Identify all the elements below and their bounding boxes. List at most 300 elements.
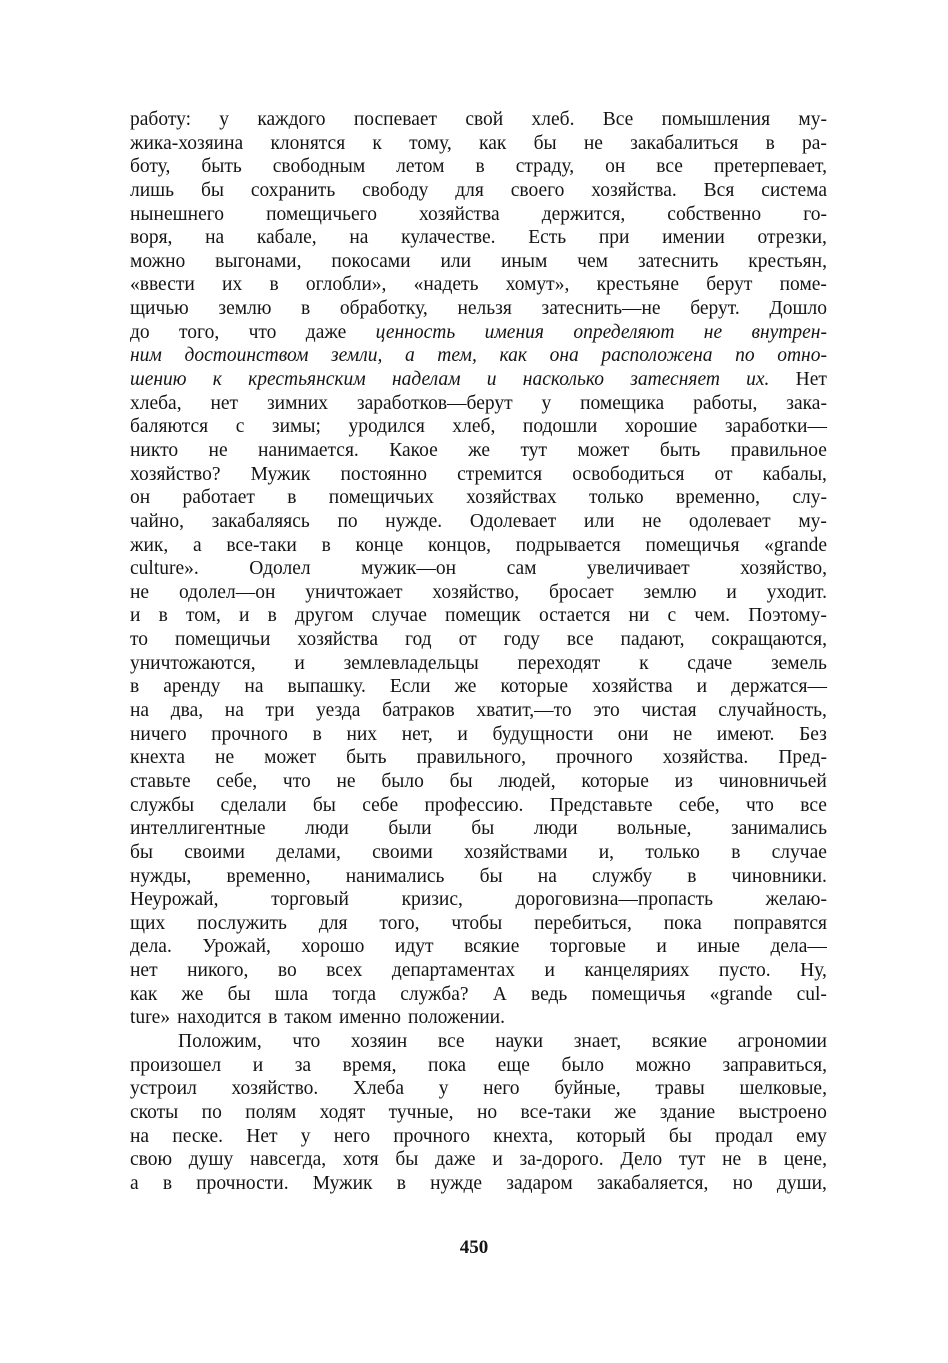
word: в xyxy=(269,274,279,296)
word: концов, xyxy=(428,534,491,556)
word: выгонами, xyxy=(215,250,302,272)
word: в xyxy=(312,723,322,745)
word: году xyxy=(503,629,540,651)
word: в xyxy=(731,841,741,863)
word: подошли xyxy=(522,416,598,438)
word: Неурожай, xyxy=(130,889,219,911)
word: в xyxy=(396,1172,406,1194)
word: у xyxy=(300,1125,311,1147)
word: здание xyxy=(659,1101,716,1123)
text-line xyxy=(130,1030,827,1054)
word: служба? xyxy=(400,983,469,1005)
word: А xyxy=(492,983,507,1005)
word: именно xyxy=(338,1007,402,1029)
text-line xyxy=(130,888,827,912)
word: травы xyxy=(655,1078,705,1100)
word: вольные, xyxy=(617,818,692,840)
text-line xyxy=(130,273,827,297)
word: клонятся xyxy=(270,132,346,154)
word: службу xyxy=(592,865,653,887)
word: лишь xyxy=(130,179,175,201)
word: чем. xyxy=(694,605,731,627)
word: тогда xyxy=(332,983,376,1005)
word: крестьянским xyxy=(248,369,366,391)
word: шла xyxy=(274,983,309,1005)
word: можно xyxy=(635,1054,691,1076)
word: уничтожаются, xyxy=(130,652,256,674)
word: помещичьи xyxy=(174,629,271,651)
word: а xyxy=(130,1172,139,1194)
word: бы xyxy=(395,1149,419,1171)
text-line xyxy=(130,581,827,605)
word: поспевает xyxy=(353,109,438,130)
word: в xyxy=(301,298,311,320)
text-line xyxy=(130,439,827,463)
word: в xyxy=(687,865,697,887)
word: своими xyxy=(372,841,433,863)
word: прочного xyxy=(556,747,633,769)
word: может xyxy=(577,439,630,461)
word: Дело xyxy=(620,1149,663,1171)
word: что xyxy=(292,1030,321,1052)
word: из xyxy=(674,770,693,792)
word: наделам xyxy=(391,369,461,391)
word: которые xyxy=(581,770,649,792)
word: зимних xyxy=(266,392,329,414)
text-line xyxy=(130,794,827,818)
word: одолел—он xyxy=(178,581,276,603)
word: кнехта, xyxy=(493,1125,554,1147)
word: не xyxy=(208,439,228,461)
word: в xyxy=(765,132,775,154)
word: свой xyxy=(465,109,504,130)
word: идут xyxy=(394,936,434,958)
word: дела— xyxy=(770,936,827,958)
word: чиновники. xyxy=(731,865,827,887)
word: делами, xyxy=(276,841,341,863)
word: хорошие xyxy=(624,416,698,438)
word: расположена xyxy=(601,345,713,367)
word: держится, xyxy=(541,203,626,225)
word: дела. xyxy=(130,936,172,958)
word: же xyxy=(468,439,491,461)
word: имения xyxy=(484,321,544,343)
word: и, xyxy=(598,841,615,863)
text-line xyxy=(130,321,827,345)
word: выпашку. xyxy=(287,676,366,698)
word: случае xyxy=(771,841,827,863)
word: людей, xyxy=(498,770,556,792)
word: покосами xyxy=(331,250,411,272)
word: уходит. xyxy=(766,581,827,603)
word: земли, xyxy=(331,345,383,367)
word: чтобы xyxy=(451,912,503,934)
text-line xyxy=(130,1006,827,1030)
word: всякие xyxy=(464,936,520,958)
word: нанимается. xyxy=(258,439,359,461)
word: поправятся xyxy=(733,912,827,934)
word: cul- xyxy=(796,983,827,1005)
word: может xyxy=(264,747,317,769)
word: «grande xyxy=(709,983,773,1005)
word: и xyxy=(492,1149,503,1171)
word: таком xyxy=(284,1007,332,1029)
word: то xyxy=(130,629,149,651)
word: что xyxy=(282,770,311,792)
word: и xyxy=(130,605,141,627)
word: заработки— xyxy=(724,416,827,438)
word: до xyxy=(130,321,150,343)
word: агрономии xyxy=(737,1030,827,1052)
word: быть xyxy=(346,747,387,769)
text-line xyxy=(130,297,827,321)
word: «ввести xyxy=(130,274,195,296)
word: сохранить xyxy=(250,179,336,201)
word: никто xyxy=(130,439,179,461)
word: «надеть xyxy=(413,274,479,296)
word: система xyxy=(761,179,827,201)
word: в xyxy=(158,605,168,627)
word: имении xyxy=(662,227,725,249)
text-line xyxy=(130,770,827,794)
word: желаю- xyxy=(765,889,827,911)
word: на xyxy=(224,700,244,722)
text-line xyxy=(130,652,827,676)
word: остается xyxy=(538,605,611,627)
text-line xyxy=(130,155,827,179)
word: закабаляется, xyxy=(596,1172,709,1194)
word: а xyxy=(193,534,202,556)
word: шелковые, xyxy=(739,1078,827,1100)
text-line xyxy=(130,108,827,132)
word: на xyxy=(537,865,557,887)
word: него xyxy=(483,1078,520,1100)
word: хозяйство, xyxy=(740,558,827,580)
word: определяют xyxy=(573,321,675,343)
word: Вся xyxy=(703,179,735,201)
word: канцеляриях xyxy=(584,960,690,982)
word: заработков—берут xyxy=(356,392,513,414)
word: слу- xyxy=(792,487,827,509)
word: себе, xyxy=(678,794,720,816)
word: будущности xyxy=(492,723,594,745)
word: того, xyxy=(379,912,420,934)
text-line xyxy=(130,1077,827,1101)
word: помышления xyxy=(661,109,771,130)
word: Какое xyxy=(389,439,438,461)
word: держатся— xyxy=(731,676,827,698)
word: Все xyxy=(602,109,634,130)
word: бы xyxy=(130,841,154,863)
text-line xyxy=(130,746,827,770)
word: департаментах xyxy=(391,960,516,982)
word: чиновничьей xyxy=(718,770,827,792)
word: аренду xyxy=(163,676,221,698)
word: ему xyxy=(796,1125,827,1147)
word: время, xyxy=(342,1054,397,1076)
word: тому, xyxy=(409,132,452,154)
word: крестьяне xyxy=(596,274,680,296)
word: претерпевает, xyxy=(713,156,827,178)
word: не xyxy=(642,510,662,532)
word: себе xyxy=(362,794,399,816)
text-line xyxy=(130,415,827,439)
word: сделали xyxy=(220,794,287,816)
word: что xyxy=(248,321,277,343)
word: каждого xyxy=(257,109,326,130)
word: кабалы, xyxy=(762,463,827,485)
word: полям xyxy=(245,1101,297,1123)
word: быть xyxy=(201,156,242,178)
word: хозяйства. xyxy=(591,179,677,201)
word: все xyxy=(800,794,827,816)
word: никого, xyxy=(187,960,249,982)
word: и xyxy=(486,369,497,391)
word: ничего xyxy=(130,723,187,745)
word: своего xyxy=(510,179,565,201)
word: помещичья xyxy=(591,983,686,1005)
word: их xyxy=(222,274,243,296)
word: хозяйства xyxy=(297,629,379,651)
text-line xyxy=(130,983,827,1007)
text-line xyxy=(130,250,827,274)
word: нанимались xyxy=(345,865,445,887)
text-line xyxy=(130,841,827,865)
word: Дошло xyxy=(769,298,827,320)
text-line xyxy=(130,534,827,558)
text-line xyxy=(130,226,827,250)
word: их. xyxy=(746,369,770,391)
word: послужить xyxy=(197,912,287,934)
word: затеснить—не xyxy=(541,298,661,320)
body-text xyxy=(130,108,827,1195)
word: закабаляясь xyxy=(211,510,310,532)
word: собственно xyxy=(667,203,762,225)
word: кнехта xyxy=(130,747,185,769)
word: было xyxy=(381,770,424,792)
word: три xyxy=(265,700,295,722)
word: буйные, xyxy=(554,1078,621,1100)
word: «grande xyxy=(764,534,827,556)
text-line xyxy=(130,865,827,889)
word: помещичья xyxy=(645,534,740,556)
word: у xyxy=(541,392,552,414)
word: он xyxy=(605,156,626,178)
word: ходят xyxy=(319,1101,366,1123)
word: перебиться, xyxy=(534,912,632,934)
word: положении. xyxy=(408,1007,505,1029)
word: свободным xyxy=(272,156,366,178)
word: уродился xyxy=(348,416,425,438)
word: при xyxy=(598,227,630,249)
word: постоянно xyxy=(340,463,428,485)
word: жика-хозяина xyxy=(130,132,244,154)
word: в xyxy=(268,1007,278,1029)
word: хлеба, xyxy=(130,392,182,414)
word: бы xyxy=(200,179,224,201)
word: два, xyxy=(170,700,204,722)
word: помещика xyxy=(580,392,665,414)
word: занимались xyxy=(731,818,827,840)
word: землю xyxy=(218,298,272,320)
word: сокращаются, xyxy=(711,629,827,651)
word: всякие xyxy=(651,1030,708,1052)
word: хлеб, xyxy=(452,416,496,438)
word: с xyxy=(235,416,245,438)
word: сдаче xyxy=(687,652,733,674)
word: от xyxy=(458,629,477,651)
word: к xyxy=(372,132,382,154)
word: в xyxy=(475,156,485,178)
word: службы xyxy=(130,794,195,816)
word: Нет xyxy=(795,369,827,391)
word: Положим, xyxy=(178,1030,262,1052)
text-line xyxy=(130,392,827,416)
word: подрывается xyxy=(515,534,621,556)
word: Мужик xyxy=(250,463,311,485)
word: он xyxy=(130,487,151,509)
word: го- xyxy=(803,203,827,225)
word: хотя xyxy=(342,1149,379,1171)
word: знает, xyxy=(573,1030,622,1052)
word: души, xyxy=(776,1172,827,1194)
word: торговый xyxy=(271,889,349,911)
text-line xyxy=(130,486,827,510)
word: му- xyxy=(798,510,827,532)
word: прочного xyxy=(211,723,288,745)
word: случае xyxy=(371,605,427,627)
word: бы xyxy=(227,983,251,1005)
word: нужде. xyxy=(385,510,443,532)
word: помещик xyxy=(445,605,521,627)
word: увеличивает xyxy=(586,558,690,580)
text-line xyxy=(130,912,827,936)
word: или xyxy=(583,510,615,532)
word: для xyxy=(455,179,484,201)
word: цене, xyxy=(783,1149,827,1171)
word: тут xyxy=(678,1149,706,1171)
word: зака- xyxy=(786,392,827,414)
word: и xyxy=(656,936,667,958)
word: было xyxy=(561,1054,605,1076)
text-line xyxy=(130,723,827,747)
word: Пред- xyxy=(778,747,827,769)
word: Хлеба xyxy=(352,1078,405,1100)
word: Одолел xyxy=(249,558,311,580)
text-line xyxy=(130,959,827,983)
word: обработку, xyxy=(339,298,428,320)
word: даже xyxy=(305,321,347,343)
word: в xyxy=(757,1149,768,1171)
word: нет, xyxy=(401,723,433,745)
word: хозяйства. xyxy=(662,747,749,769)
word: заправиться, xyxy=(722,1054,827,1076)
word: песке. xyxy=(172,1125,224,1147)
word: ture» xyxy=(130,1007,171,1029)
word: ним xyxy=(130,345,162,367)
word: же xyxy=(454,676,477,698)
word: берут xyxy=(706,274,753,296)
text-line xyxy=(130,557,827,581)
text-line xyxy=(130,1125,827,1149)
word: помещичьих xyxy=(328,487,434,509)
word: другом xyxy=(295,605,354,627)
text-line xyxy=(130,1172,827,1196)
word: еще xyxy=(497,1054,530,1076)
word: свою xyxy=(130,1149,173,1171)
word: бросает xyxy=(549,581,614,603)
word: одолевает xyxy=(688,510,771,532)
word: Без xyxy=(799,723,827,745)
word: Одолевает xyxy=(469,510,557,532)
word: в xyxy=(321,534,331,556)
word: к xyxy=(639,652,649,674)
word: для xyxy=(318,912,348,934)
word: хватит,—то xyxy=(476,700,572,722)
word: все-таки xyxy=(226,534,297,556)
word: даже xyxy=(435,1149,476,1171)
word: продал xyxy=(715,1125,773,1147)
word: интеллигентные xyxy=(130,818,266,840)
word: помещичьего xyxy=(266,203,377,225)
word: на xyxy=(205,227,225,249)
word: му- xyxy=(798,109,827,130)
word: своими xyxy=(184,841,245,863)
text-line xyxy=(130,1148,827,1172)
word: но xyxy=(732,1172,753,1194)
word: уничтожает xyxy=(305,581,403,603)
word: люди xyxy=(305,818,349,840)
word: отно- xyxy=(777,345,827,367)
word: на xyxy=(349,227,369,249)
word: работы, xyxy=(693,392,758,414)
word: скоты xyxy=(130,1101,179,1123)
word: только xyxy=(645,841,700,863)
word: ни xyxy=(628,605,650,627)
word: хозяин xyxy=(350,1030,408,1052)
word: ценность xyxy=(375,321,456,343)
word: случайность, xyxy=(718,700,827,722)
word: что xyxy=(746,794,774,816)
text-line xyxy=(130,203,827,227)
word: год xyxy=(404,629,432,651)
word: чистая xyxy=(641,700,697,722)
word: воря, xyxy=(130,227,173,249)
word: которые xyxy=(500,676,568,698)
word: были xyxy=(388,818,432,840)
word: к xyxy=(212,369,222,391)
word: люди xyxy=(533,818,578,840)
word: хомут», xyxy=(505,274,570,296)
word: и xyxy=(457,723,468,745)
word: освободиться xyxy=(572,463,685,485)
word: хозяйствах xyxy=(466,487,557,509)
word: оглобли», xyxy=(305,274,387,296)
word: торговые xyxy=(549,936,626,958)
text-line xyxy=(130,368,827,392)
word: боту, xyxy=(130,156,171,178)
word: бы xyxy=(312,794,336,816)
word: Поэтому- xyxy=(748,605,827,627)
word: все-таки xyxy=(520,1101,592,1123)
word: прочного xyxy=(393,1125,470,1147)
word: выстроено xyxy=(738,1101,827,1123)
word: нет xyxy=(130,960,158,982)
word: землю xyxy=(643,581,697,603)
word: батраков xyxy=(382,700,455,722)
word: но xyxy=(476,1101,498,1123)
word: тут xyxy=(520,439,548,461)
